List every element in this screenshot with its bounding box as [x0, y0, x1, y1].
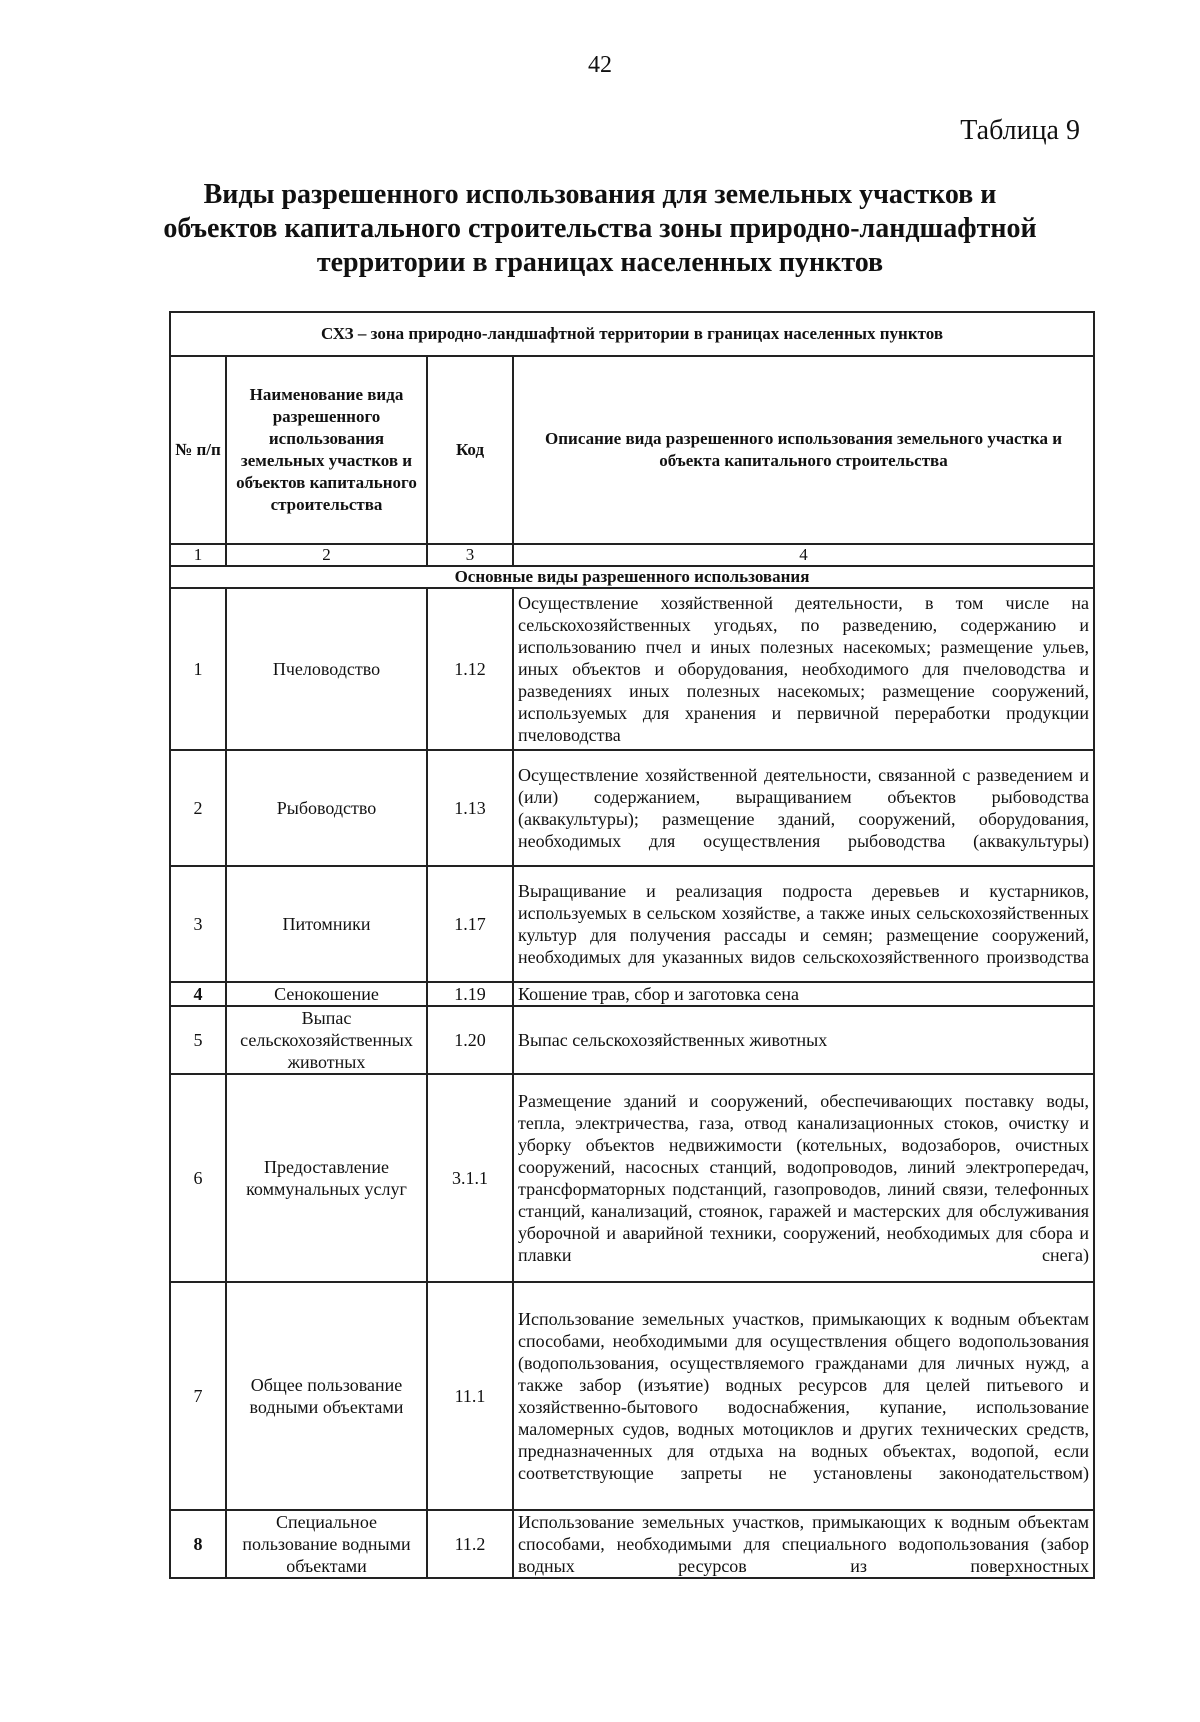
- row-name: Общее пользование водными объектами: [226, 1282, 427, 1510]
- row-code: 1.17: [427, 866, 513, 982]
- row-code: 1.12: [427, 588, 513, 750]
- column-number: 3: [427, 544, 513, 566]
- table-row: [170, 866, 1094, 982]
- table-row: [170, 1006, 1094, 1074]
- zone-header-row: [170, 312, 1094, 356]
- row-description: Использование земельных участков, примыкающих к водным объектам способами, необходимыми для осуществления общего водопользования (водопользования, осуществляемого гражданами для личных нужд, а также забор (изъятие) водных ресурсов для целей питьевого и хозяйственно-бытового водоснабжения, купание, использование маломерных судов, водных мотоциклов и других технических средств, предназначенных для отдыха на водных объектах, водопой, если соответствующие запреты не установлены законодательством): [513, 1282, 1094, 1510]
- section-row: [170, 566, 1094, 588]
- row-code: 3.1.1: [427, 1074, 513, 1282]
- row-number: 6: [170, 1074, 226, 1282]
- table-label: Таблица 9: [960, 115, 1080, 146]
- row-number: 2: [170, 750, 226, 866]
- row-code: 1.20: [427, 1006, 513, 1074]
- row-name: Предоставление коммунальных услуг: [226, 1074, 427, 1282]
- row-name: Выпас сельскохозяйственных животных: [226, 1006, 427, 1074]
- row-code: 1.19: [427, 982, 513, 1006]
- row-number: 5: [170, 1006, 226, 1074]
- column-number: 1: [170, 544, 226, 566]
- table-row: [170, 750, 1094, 866]
- row-number: 8: [170, 1510, 226, 1578]
- column-number-row: [170, 544, 1094, 566]
- row-code: 1.13: [427, 750, 513, 866]
- table-row: [170, 1074, 1094, 1282]
- row-name: Пчеловодство: [226, 588, 427, 750]
- column-header-num: № п/п: [170, 356, 226, 544]
- section-title: Основные виды разрешенного использования: [170, 566, 1094, 588]
- land-use-table: [169, 311, 1095, 1579]
- row-description: Размещение зданий и сооружений, обеспечивающих поставку воды, тепла, электричества, газа, отвод канализационных стоков, очистку и уборку объектов недвижимости (котельных, водозаборов, очистных сооружений, насосных станций, водопроводов, линий электропередач, трансформаторных подстанций, газопроводов, линий связи, телефонных станций, канализаций, стоянок, гаражей и мастерских для обслуживания уборочной и аварийной техники, сооружений, необходимых для сбора и плавки снега): [513, 1074, 1094, 1282]
- table-row: [170, 1282, 1094, 1510]
- column-number: 4: [513, 544, 1094, 566]
- row-description: Использование земельных участков, примыкающих к водным объектам способами, необходимыми для специального водопользования (забор водных ресурсов из поверхностных: [513, 1510, 1094, 1578]
- document-title: Виды разрешенного использования для земельных участков и объектов капитального строительства зоны природно-ландшафтной территории в границах населенных пунктов: [163, 179, 1037, 278]
- column-header-description: Описание вида разрешенного использования земельного участка и объекта капитального строительства: [513, 356, 1094, 544]
- row-description: Осуществление хозяйственной деятельности, в том числе на сельскохозяйственных угодьях, по разведению, содержанию и использованию пчел и иных полезных насекомых; размещение ульев, иных объектов и оборудования, необходимого для пчеловодства и разведениях иных полезных насекомых; размещение сооружений, используемых для хранения и первичной переработки продукции пчеловодства: [513, 588, 1094, 750]
- row-name: Рыбоводство: [226, 750, 427, 866]
- row-name: Питомники: [226, 866, 427, 982]
- row-number: 7: [170, 1282, 226, 1510]
- row-number: 4: [170, 982, 226, 1006]
- row-name: Специальное пользование водными объектами: [226, 1510, 427, 1578]
- zone-header: СХЗ – зона природно-ландшафтной территории в границах населенных пунктов: [170, 312, 1094, 356]
- row-description: Осуществление хозяйственной деятельности, связанной с разведением и (или) содержанием, выращиванием объектов рыбоводства (аквакультуры); размещение зданий, сооружений, оборудования, необходимых для осуществления рыбоводства (аквакультуры): [513, 750, 1094, 866]
- column-header-name: Наименование вида разрешенного использования земельных участков и объектов капитального строительства: [226, 356, 427, 544]
- row-name: Сенокошение: [226, 982, 427, 1006]
- table-row: [170, 1510, 1094, 1578]
- row-description: Выпас сельскохозяйственных животных: [513, 1006, 1094, 1074]
- table-row: [170, 588, 1094, 750]
- row-code: 11.1: [427, 1282, 513, 1510]
- row-description: Кошение трав, сбор и заготовка сена: [513, 982, 1094, 1006]
- column-number: 2: [226, 544, 427, 566]
- page-number: 42: [588, 52, 612, 78]
- row-number: 3: [170, 866, 226, 982]
- row-description: Выращивание и реализация подроста деревьев и кустарников, используемых в сельском хозяйстве, а также иных сельскохозяйственных культур для получения рассады и семян; размещение сооружений, необходимых для указанных видов сельскохозяйственного производства: [513, 866, 1094, 982]
- row-number: 1: [170, 588, 226, 750]
- table-row: [170, 982, 1094, 1006]
- row-code: 11.2: [427, 1510, 513, 1578]
- column-header-code: Код: [427, 356, 513, 544]
- column-header-row: [170, 356, 1094, 544]
